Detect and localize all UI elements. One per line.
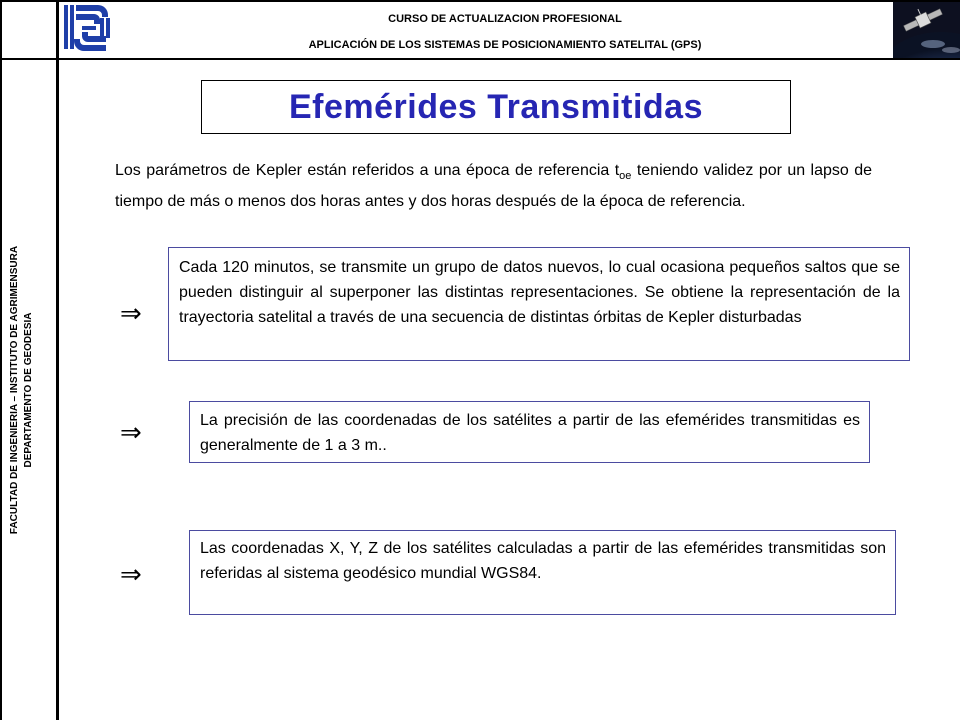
point-box-precision <box>189 401 870 463</box>
point-box-reference-system <box>189 530 896 615</box>
implies-arrow-icon: ⇒ <box>120 299 142 329</box>
university-logo-icon <box>62 2 112 54</box>
header-text <box>120 2 890 58</box>
sidebar-vertical-text <box>8 70 48 710</box>
point-text: Cada 120 minutos, se transmite un grupo de datos nuevos, lo cual ocasiona pequeños saltos que se pueden distinguir al superponer las distintas representaciones. Se obtiene la representación de la trayectoria satelital a través de una secuencia de distintas órbitas de Kepler disturbadas <box>179 259 900 326</box>
header-divider <box>0 58 960 60</box>
intro-subscript: oe <box>619 170 632 183</box>
intro-text-continued: teniendo validez por un lapso de tiempo de más o menos dos horas antes y dos horas después de la época de referencia. <box>115 162 872 211</box>
faculty-label: FACULTAD DE INGENIERIA – INSTITUTO DE AGRIMENSURA <box>9 245 20 535</box>
intro-text: Los parámetros de Kepler están referidos a una época de referencia t <box>115 162 620 179</box>
intro-paragraph <box>115 158 872 214</box>
department-label: DEPARTAMENTO DE GEODESIA <box>23 312 34 468</box>
implies-arrow-icon: ⇒ <box>120 418 142 448</box>
slide-title-box <box>201 80 791 134</box>
satellite-earth-icon <box>893 2 960 58</box>
slide-title: Efemérides Transmitidas <box>288 87 703 126</box>
point-box-update-interval <box>168 247 910 361</box>
point-text: Las coordenadas X, Y, Z de los satélites calculadas a partir de las efemérides transmitidas son referidas al sistema geodésico mundial WGS84. <box>200 540 886 582</box>
course-title: CURSO DE ACTUALIZACION PROFESIONAL <box>388 13 622 25</box>
sidebar-divider <box>56 0 59 720</box>
frame-left-edge <box>0 0 2 720</box>
course-subtitle: APLICACIÓN DE LOS SISTEMAS DE POSICIONAMIENTO SATELITAL (GPS) <box>308 39 702 51</box>
implies-arrow-icon: ⇒ <box>120 560 142 590</box>
point-text: La precisión de las coordenadas de los satélites a partir de las efemérides transmitidas es generalmente de 1 a 3 m.. <box>200 412 860 454</box>
